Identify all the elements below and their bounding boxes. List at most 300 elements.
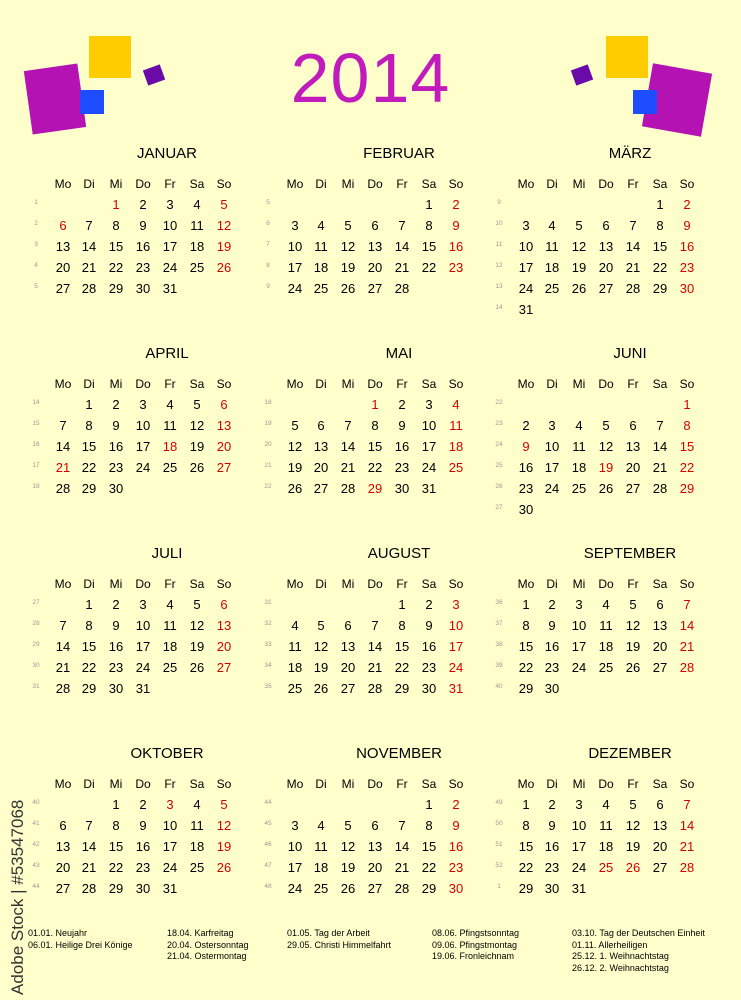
week-number: 27: [32, 599, 40, 606]
day-cell: 25: [313, 281, 329, 296]
holiday-entry: 18.04. Karfreitag: [167, 928, 234, 938]
day-cell: 14: [55, 639, 71, 654]
day-cell: 27: [367, 881, 383, 896]
day-cell: 21: [55, 460, 71, 475]
weekday-header: Di: [83, 377, 95, 391]
day-cell: 12: [189, 418, 205, 433]
day-cell: 27: [652, 660, 668, 675]
week-number: 2: [34, 220, 38, 227]
day-cell: 30: [135, 281, 151, 296]
week-number: 32: [264, 620, 272, 627]
day-cell: 15: [679, 439, 695, 454]
day-cell: 28: [55, 481, 71, 496]
day-cell: 24: [162, 860, 178, 875]
day-cell: 4: [602, 797, 610, 812]
watermark-text: Adobe Stock | #53547068: [8, 799, 27, 995]
week-number: 45: [264, 820, 272, 827]
weekday-header: Do: [367, 177, 383, 191]
day-cell: 21: [625, 260, 641, 275]
day-cell: 31: [448, 681, 464, 696]
day-cell: 28: [625, 281, 641, 296]
day-cell: 6: [371, 818, 379, 833]
weekday-header: Mo: [286, 777, 304, 791]
day-cell: 9: [683, 218, 691, 233]
week-number: 10: [495, 220, 503, 227]
day-cell: 5: [193, 597, 201, 612]
day-cell: 12: [189, 618, 205, 633]
week-row: [264, 596, 494, 617]
day-cell: 17: [571, 639, 587, 654]
week-number: 47: [264, 862, 272, 869]
week-number: 14: [495, 304, 503, 311]
day-cell: 5: [317, 618, 325, 633]
month-name: NOVEMBER: [356, 745, 442, 762]
day-cell: 22: [81, 660, 97, 675]
weekday-header: Di: [315, 777, 327, 791]
week-number: 9: [497, 199, 501, 206]
day-cell: 8: [522, 818, 530, 833]
month-name: AUGUST: [367, 545, 431, 562]
weekday-header: Mo: [517, 577, 535, 591]
week-row: [264, 817, 494, 838]
day-cell: 23: [448, 860, 464, 875]
week-row: [32, 859, 262, 880]
weekday-header: So: [448, 177, 464, 191]
holiday-entry: 19.06. Fronleichnam: [432, 951, 515, 961]
day-cell: 16: [544, 839, 560, 854]
day-cell: 29: [81, 481, 97, 496]
day-cell: 2: [522, 418, 530, 433]
week-row: [495, 459, 725, 480]
week-row: [32, 659, 262, 680]
week-number: 33: [264, 641, 272, 648]
day-cell: 18: [313, 860, 329, 875]
weekday-header: Do: [598, 577, 614, 591]
day-cell: 12: [625, 818, 641, 833]
day-cell: 17: [421, 439, 437, 454]
holiday-column: [572, 928, 705, 974]
day-cell: 24: [571, 860, 587, 875]
weekday-header: Do: [367, 377, 383, 391]
day-cell: 9: [548, 818, 556, 833]
day-cell: 30: [679, 281, 695, 296]
day-cell: 24: [287, 881, 303, 896]
day-cell: 15: [108, 839, 124, 854]
week-row: [495, 838, 725, 859]
day-cell: 14: [394, 839, 410, 854]
week-number: 52: [495, 862, 503, 869]
week-number: 29: [32, 641, 40, 648]
week-row: [495, 501, 725, 522]
day-cell: 27: [367, 281, 383, 296]
weekday-header: Di: [315, 577, 327, 591]
day-cell: 13: [652, 618, 668, 633]
day-cell: 21: [652, 460, 668, 475]
week-row: [264, 438, 494, 459]
day-cell: 2: [683, 197, 691, 212]
month-name: JULI: [151, 545, 183, 562]
weekday-header: Fr: [396, 177, 408, 191]
day-cell: 30: [394, 481, 410, 496]
day-cell: 19: [340, 860, 356, 875]
week-number: 34: [264, 662, 272, 669]
day-cell: 19: [189, 439, 205, 454]
day-cell: 30: [108, 681, 124, 696]
day-cell: 10: [544, 439, 560, 454]
day-cell: 22: [108, 260, 124, 275]
day-cell: 18: [571, 460, 587, 475]
week-number: 15: [32, 420, 40, 427]
weekday-header: Do: [367, 577, 383, 591]
holiday-column: [167, 928, 249, 963]
day-cell: 25: [598, 860, 614, 875]
day-cell: 25: [287, 681, 303, 696]
day-cell: 16: [544, 639, 560, 654]
day-cell: 15: [81, 639, 97, 654]
day-cell: 4: [317, 818, 325, 833]
weekday-header: Mo: [54, 177, 72, 191]
day-cell: 4: [548, 218, 556, 233]
week-number: 36: [495, 599, 503, 606]
day-cell: 18: [313, 260, 329, 275]
day-cell: 8: [371, 418, 379, 433]
day-cell: 19: [313, 660, 329, 675]
day-cell: 16: [679, 239, 695, 254]
month-name: APRIL: [145, 345, 189, 362]
week-row: [32, 438, 262, 459]
week-number: 51: [495, 841, 503, 848]
week-row: [495, 259, 725, 280]
day-cell: 20: [367, 860, 383, 875]
day-cell: 26: [313, 681, 329, 696]
day-cell: 18: [162, 639, 178, 654]
weekday-header: Fr: [164, 577, 176, 591]
holiday-column: [432, 928, 519, 963]
day-cell: 4: [575, 418, 583, 433]
day-cell: 16: [394, 439, 410, 454]
day-cell: 22: [679, 460, 695, 475]
week-row: [32, 196, 262, 217]
day-cell: 26: [189, 660, 205, 675]
week-row: [495, 659, 725, 680]
weekday-header: Sa: [189, 577, 205, 591]
day-cell: 5: [629, 797, 637, 812]
holiday-column: [287, 928, 391, 951]
month-juli: [32, 545, 262, 735]
week-row: [32, 417, 262, 438]
week-number: 40: [32, 799, 40, 806]
day-cell: 22: [421, 260, 437, 275]
day-cell: 16: [108, 639, 124, 654]
weekday-header-row: [495, 175, 725, 196]
day-cell: 22: [394, 660, 410, 675]
weekday-header: Mi: [572, 777, 586, 791]
day-cell: 11: [163, 418, 177, 433]
week-row: [495, 217, 725, 238]
day-cell: 7: [683, 797, 691, 812]
week-number: 26: [495, 483, 503, 490]
day-cell: 2: [112, 397, 120, 412]
weekday-header: Di: [546, 377, 558, 391]
day-cell: 16: [135, 239, 151, 254]
week-row: [495, 796, 725, 817]
day-cell: 30: [135, 881, 151, 896]
day-cell: 20: [55, 260, 71, 275]
month-august: [264, 545, 494, 735]
weekday-header-row: [264, 175, 494, 196]
day-cell: 8: [683, 418, 691, 433]
weekday-header: Di: [83, 177, 95, 191]
day-cell: 2: [548, 797, 556, 812]
day-cell: 29: [367, 481, 383, 496]
day-cell: 19: [216, 839, 232, 854]
day-cell: 29: [108, 881, 124, 896]
weekday-header: Di: [83, 577, 95, 591]
day-cell: 12: [287, 439, 303, 454]
day-cell: 9: [522, 439, 530, 454]
week-number: 48: [264, 883, 272, 890]
day-cell: 11: [449, 418, 463, 433]
week-row: [264, 680, 494, 701]
week-row: [264, 480, 494, 501]
week-number: 24: [495, 441, 503, 448]
day-cell: 26: [625, 860, 641, 875]
weekday-header: Mi: [109, 577, 123, 591]
weekday-header: Sa: [652, 777, 668, 791]
day-cell: 30: [421, 681, 437, 696]
week-row: [32, 796, 262, 817]
weekday-header-row: [495, 375, 725, 396]
day-cell: 7: [656, 418, 664, 433]
weekday-header: Mi: [109, 177, 123, 191]
week-number: 5: [34, 283, 38, 290]
week-number: 19: [264, 420, 272, 427]
day-cell: 11: [288, 639, 302, 654]
weekday-header-row: [32, 775, 262, 796]
weekday-header: Fr: [164, 377, 176, 391]
week-number: 35: [264, 683, 272, 690]
month-mai: [264, 345, 494, 535]
day-cell: 20: [340, 660, 356, 675]
week-row: [495, 196, 725, 217]
day-cell: 11: [599, 618, 613, 633]
day-cell: 26: [216, 860, 232, 875]
holiday-entry: 09.06. Pfingstmontag: [432, 939, 518, 950]
day-cell: 26: [189, 460, 205, 475]
day-cell: 15: [518, 639, 534, 654]
holiday-entry: 01.01. Neujahr: [28, 928, 88, 938]
day-cell: 14: [652, 439, 668, 454]
weekday-header-row: [264, 775, 494, 796]
holiday-entry: 06.01. Heilige Drei Könige: [28, 939, 133, 950]
month-name: JUNI: [613, 345, 647, 362]
day-cell: 29: [652, 281, 668, 296]
day-cell: 25: [162, 660, 178, 675]
day-cell: 22: [518, 660, 534, 675]
day-cell: 17: [287, 860, 303, 875]
week-number: 11: [495, 241, 503, 248]
month-name: OKTOBER: [130, 745, 204, 762]
day-cell: 9: [139, 818, 147, 833]
day-cell: 16: [518, 460, 534, 475]
day-cell: 22: [421, 860, 437, 875]
week-number: 44: [32, 883, 40, 890]
day-cell: 22: [108, 860, 124, 875]
day-cell: 7: [85, 818, 93, 833]
day-cell: 9: [112, 418, 120, 433]
month-september: [495, 545, 725, 735]
week-row: [32, 617, 262, 638]
day-cell: 14: [625, 239, 641, 254]
day-cell: 3: [291, 818, 299, 833]
day-cell: 15: [367, 439, 383, 454]
weekday-header: Fr: [164, 777, 176, 791]
weekday-header: Sa: [421, 177, 437, 191]
day-cell: 23: [421, 660, 437, 675]
week-number: 31: [32, 683, 40, 690]
weekday-header: So: [679, 777, 695, 791]
day-cell: 27: [598, 281, 614, 296]
holiday-entry: 25.12. 1. Weihnachtstag: [572, 951, 669, 961]
weekday-header: Di: [315, 377, 327, 391]
day-cell: 20: [216, 439, 232, 454]
day-cell: 10: [518, 239, 534, 254]
day-cell: 2: [139, 797, 147, 812]
day-cell: 19: [598, 460, 614, 475]
day-cell: 19: [216, 239, 232, 254]
day-cell: 3: [139, 397, 147, 412]
day-cell: 28: [55, 681, 71, 696]
day-cell: 6: [220, 397, 228, 412]
week-row: [32, 680, 262, 701]
day-cell: 6: [59, 818, 67, 833]
weekday-header: So: [679, 177, 695, 191]
day-cell: 28: [394, 881, 410, 896]
day-cell: 14: [679, 618, 695, 633]
week-number: 28: [32, 620, 40, 627]
day-cell: 4: [166, 597, 174, 612]
day-cell: 1: [398, 597, 406, 612]
week-row: [32, 396, 262, 417]
day-cell: 13: [367, 839, 383, 854]
day-cell: 2: [425, 597, 433, 612]
day-cell: 2: [548, 597, 556, 612]
day-cell: 10: [571, 618, 587, 633]
day-cell: 7: [371, 618, 379, 633]
weekday-header: So: [216, 377, 232, 391]
weekday-header: Do: [598, 377, 614, 391]
day-cell: 25: [162, 460, 178, 475]
day-cell: 19: [340, 260, 356, 275]
day-cell: 19: [189, 639, 205, 654]
week-row: [264, 859, 494, 880]
weekday-header: Fr: [396, 377, 408, 391]
day-cell: 10: [571, 818, 587, 833]
day-cell: 23: [108, 460, 124, 475]
week-number: 50: [495, 820, 503, 827]
day-cell: 3: [425, 397, 433, 412]
day-cell: 8: [85, 418, 93, 433]
week-number: 27: [495, 504, 503, 511]
weekday-header: So: [216, 177, 232, 191]
week-row: [264, 796, 494, 817]
day-cell: 6: [59, 218, 67, 233]
day-cell: 4: [317, 218, 325, 233]
weekday-header: Fr: [396, 777, 408, 791]
day-cell: 27: [216, 660, 232, 675]
week-number: 22: [495, 399, 503, 406]
day-cell: 25: [598, 660, 614, 675]
day-cell: 10: [135, 418, 151, 433]
day-cell: 1: [371, 397, 379, 412]
month-oktober: [32, 745, 262, 935]
week-number: 18: [264, 399, 272, 406]
day-cell: 10: [162, 818, 178, 833]
weekday-header-row: [32, 375, 262, 396]
day-cell: 27: [340, 681, 356, 696]
month-april: [32, 345, 262, 535]
day-cell: 14: [340, 439, 356, 454]
weekday-header: So: [448, 777, 464, 791]
day-cell: 5: [602, 418, 610, 433]
week-number: 8: [266, 262, 270, 269]
week-row: [32, 238, 262, 259]
weekday-header: Mi: [572, 177, 586, 191]
week-row: [32, 596, 262, 617]
month-dezember: [495, 745, 725, 935]
day-cell: 27: [55, 881, 71, 896]
day-cell: 9: [139, 218, 147, 233]
week-number: 23: [495, 420, 503, 427]
day-cell: 23: [135, 260, 151, 275]
weekday-header-row: [32, 175, 262, 196]
month-januar: [32, 145, 262, 335]
week-row: [495, 480, 725, 501]
week-number: 25: [495, 462, 503, 469]
day-cell: 24: [135, 460, 151, 475]
day-cell: 21: [394, 260, 410, 275]
week-number: 1: [34, 199, 38, 206]
week-number: 12: [495, 262, 503, 269]
week-row: [495, 817, 725, 838]
day-cell: 28: [679, 660, 695, 675]
day-cell: 11: [314, 239, 328, 254]
week-row: [495, 280, 725, 301]
month-name: SEPTEMBER: [583, 545, 677, 562]
day-cell: 24: [544, 481, 560, 496]
day-cell: 21: [340, 460, 356, 475]
day-cell: 7: [398, 818, 406, 833]
day-cell: 5: [575, 218, 583, 233]
weekday-header: Mi: [109, 777, 123, 791]
week-row: [495, 417, 725, 438]
day-cell: 20: [313, 460, 329, 475]
weekday-header: So: [448, 377, 464, 391]
weekday-header-row: [264, 575, 494, 596]
day-cell: 15: [421, 839, 437, 854]
day-cell: 25: [189, 860, 205, 875]
weekday-header: So: [679, 577, 695, 591]
month-name: MAI: [385, 345, 413, 362]
week-number: 17: [32, 462, 40, 469]
day-cell: 12: [340, 239, 356, 254]
day-cell: 18: [598, 639, 614, 654]
week-row: [495, 438, 725, 459]
day-cell: 11: [572, 439, 586, 454]
week-number: 30: [32, 662, 40, 669]
day-cell: 29: [81, 681, 97, 696]
week-row: [495, 617, 725, 638]
